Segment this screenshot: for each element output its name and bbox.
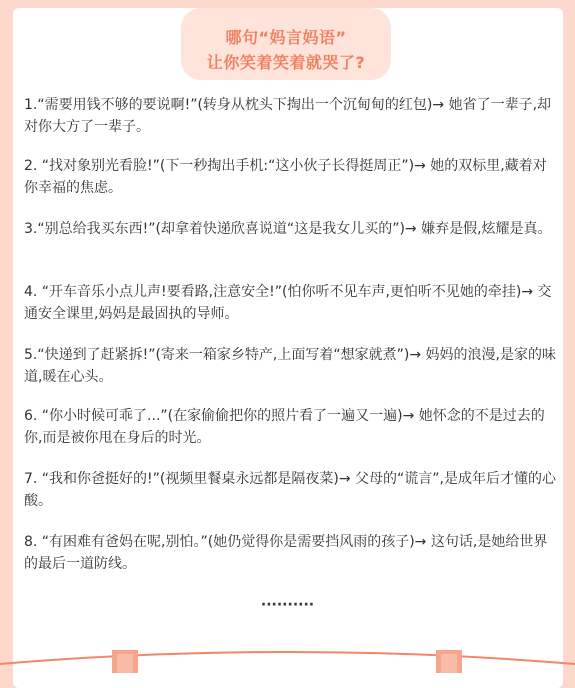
title-line-2: 让你笑着笑着就哭了? [206,53,366,72]
bottom-decoration [0,630,575,673]
title-line-1: 哪句“妈言妈语” [225,28,347,47]
paragraph-5: 5.“快递到了赶紧拆!”(寄来一箱家乡特产,上面写着“想家就煮”)→ 妈妈的浪漫,是家的味道,暖在心头。 [24,347,556,385]
paragraph-3: 3.“别总给我买东西!”(却拿着快递欣喜说道“这是我女儿买的”)→ 嫌弃是假,炫耀是真。 [24,221,552,237]
paragraph-1: 1.“需要用钱不够的要说啊!”(转身从枕头下掏出一个沉甸甸的红包)→ 她省了一辈子,却对你大方了一辈子。 [24,97,552,135]
ellipsis: ·········· [260,597,315,613]
title-banner [181,8,391,80]
paragraph-8: 8. “有困难有爸妈在呢,别怕。”(她仍觉得你是需要挡风雨的孩子)→ 这句话,是她给世界的最后一道防线。 [24,534,548,572]
paragraph-7: 7. “我和你爸挺好的!”(视频里餐桌永远都是隔夜菜)→ 父母的“谎言”,是成年后才懂的心酸。 [24,471,556,509]
decorative-curve [0,652,575,664]
paragraph-4: 4. “开车音乐小点儿声!要看路,注意安全!”(怕你听不见车声,更怕听不见她的牵挂)→ 交通安全课里,妈妈是最固执的导师。 [24,284,552,322]
paragraph-2: 2. “找对象别光看脸!”(下一秒掏出手机:“这小伙子长得挺周正”)→ 她的双标里,藏着对你幸福的焦虑。 [24,158,547,196]
paragraph-6: 6. “你小时候可乖了...”(在家偷偷把你的照片看了一遍又一遍)→ 她怀念的不是过去的你,而是被你甩在身后的时光。 [24,408,545,446]
